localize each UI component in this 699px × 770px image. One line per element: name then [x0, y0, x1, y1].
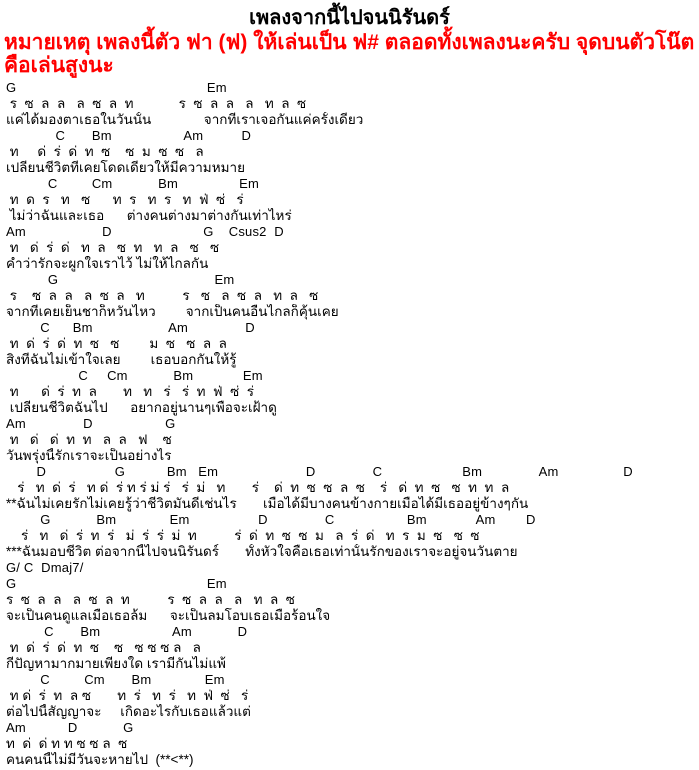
- lyrics-line: เปลี่ยนชีวิตฉันไป อยากอยู่นานๆเพื่อจะเฝ้าดู: [6, 400, 277, 415]
- transpose-note: หมายเหตุ เพลงนี้ตัว ฟา (ฟ) ให้เล่นเป็น ฟ# ตลอดทั้งเพลงนะครับ จุดบนตัวโน๊ตคือเล่นสูงนะ: [4, 31, 695, 77]
- chords-line: C Cm Bm Em: [6, 672, 225, 687]
- notes-line: ท ด่ ร่ ด่ ท ล ซ ท ท ล ซ ซ: [6, 240, 220, 255]
- notes-line: ท ด ร ท ซ ท ร ท ร ท ฟ่ ซ่ ร่: [6, 192, 244, 207]
- notes-line: ท ด่ ร่ ท ล ซ ท ร่ ท ร่ ท ฟ่ ซ่ ร่: [6, 688, 249, 703]
- lyrics-line: จากที่เคยเย็นชาก็หวั่นไหว จากเป็นคนอื่นไกลก็คุ้นเคย: [6, 304, 339, 319]
- notes-line: ท ด่ ร่ ด่ ท ซ ซ ม ซ ซ ล: [6, 144, 204, 159]
- chord-sheet-body: [0, 77, 699, 768]
- notes-line: ท ด่ ด่ ท ท ซ ซ ล ซ: [6, 736, 128, 751]
- lyrics-line: ต่อไปนี้สัญญาจะ เกิดอะไรกับเธอแล้วแต่: [6, 704, 251, 719]
- chords-line: Am D G: [6, 720, 134, 735]
- lyrics-line: ไม่ว่าฉันและเธอ ต่างคนต่างมาต่างกันเท่าไหร่: [6, 208, 292, 223]
- chords-line: C Cm Bm Em: [6, 176, 259, 191]
- chords-line: G Em: [6, 576, 227, 591]
- lyrics-line: ***ฉันมอบชีวิต ต่อจากนี้ไปจนนิรันดร์ ทั้งหัวใจคือเธอเท่านั้นรักของเราจะอยู่จนวันตาย: [6, 544, 518, 559]
- notes-line: ร่ ท ด่ ร่ ท ด่ ร่ ท ร่ ม่ ร่ ร่ ม่ ท ร่ ด่ ท ซ ซ ล ซ ร่ ด่ ท ซ ซ ท ท ล: [6, 480, 510, 495]
- lyrics-line: คนคนนี้ไม่มีวันจะหายไป (**<**): [6, 752, 194, 767]
- chords-line: G Em: [6, 272, 235, 287]
- lyrics-line: สิ่งที่ฉันไม่เข้าใจเลย เธอบอกกันให้รู้: [6, 352, 237, 367]
- chords-line: C Cm Bm Em: [6, 368, 263, 383]
- chords-line: G/ C Dmaj7/: [6, 560, 84, 575]
- notes-line: ท ด่ ร่ ด่ ท ซ ซ ม ซ ซ ล ล: [6, 336, 227, 351]
- lyrics-line: เปลี่ยนชีวิตที่เคยโดดเดี่ยวให้มีความหมาย: [6, 160, 245, 175]
- lyrics-line: คำว่ารักจะผูกใจเราไว้ ไม่ให้ไกลกัน: [6, 256, 209, 271]
- lyrics-line: **ฉันไม่เคยรักไม่เคยรู้ว่าชีวิตมันดีเช่นไร เมื่อได้มีบางคนข้างกายเมื่อได้มีเธออยู่ข้างๆกัน: [6, 496, 529, 511]
- lyrics-line: วันพรุ่งนี้รักเราจะเป็นอย่างไร: [6, 448, 172, 463]
- lyrics-line: แค่ได้มองตาเธอในวันนั้น จากที่เราเจอกันแค่ครั้งเดียว: [6, 112, 364, 127]
- notes-line: ร ซ ล ล ล ซ ล ท ร ซ ล ซ ล ท ล ซ: [6, 288, 319, 303]
- notes-line: ร ซ ล ล ล ซ ล ท ร ซ ล ล ล ท ล ซ: [6, 96, 307, 111]
- notes-line: ร ซ ล ล ล ซ ล ท ร ซ ล ล ล ท ล ซ: [6, 592, 295, 607]
- chords-line: G Em: [6, 80, 227, 95]
- notes-line: ท ด่ ร่ ด่ ท ซ ซ ซ ซ ซ ล ล: [6, 640, 201, 655]
- chords-line: C Bm Am D: [6, 320, 255, 335]
- notes-line: ท ด่ ร่ ท ล ท ท ร่ ร่ ท ฟ่ ซ่ ร่: [6, 384, 255, 399]
- notes-line: ท ด่ ด่ ท ท ล ล ฟ ซ: [6, 432, 172, 447]
- chords-line: G Bm Em D C Bm Am D: [6, 512, 536, 527]
- chords-line: C Bm Am D: [6, 128, 252, 143]
- chords-line: Am D G: [6, 416, 176, 431]
- chords-line: Am D G Csus2 D: [6, 224, 284, 239]
- lyrics-line: กี่ปัญหามากมายเพียงใด เรามีกันไม่แพ้: [6, 656, 226, 671]
- lyrics-line: จะเป็นคนดูแลเมื่อเธอล้ม จะเป็นลมโอบเธอเมื่อร้อนใจ: [6, 608, 331, 623]
- notes-line: ร่ ท ด่ ร่ ท ร่ ม่ ร่ ร่ ม่ ท ร่ ด่ ท ซ ซ ม ล ร่ ด่ ท ร ม ซ ซ ซ: [6, 528, 480, 543]
- chords-line: C Bm Am D: [6, 624, 248, 639]
- song-title: เพลงจากนี้ไปจนนิรันดร์: [249, 7, 450, 29]
- chords-line: D G Bm Em D C Bm Am D: [6, 464, 633, 479]
